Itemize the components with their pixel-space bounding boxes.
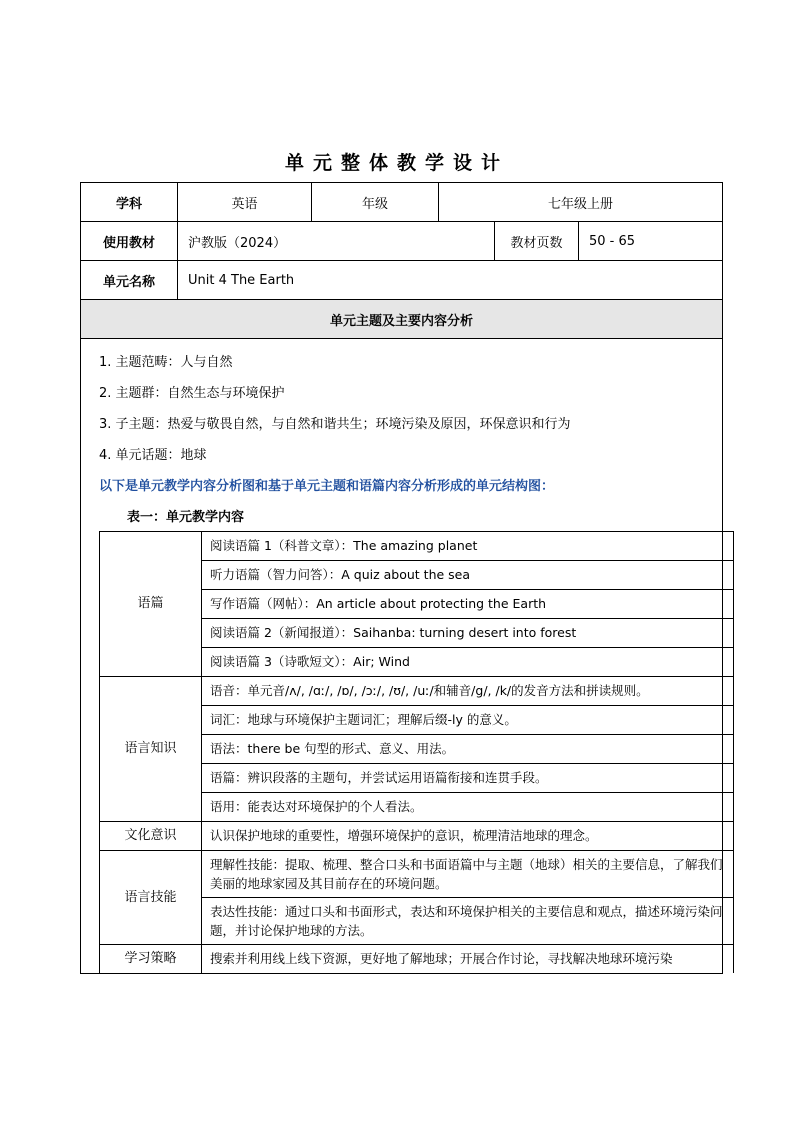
point-3: 3. 子主题：热爱与敬畏自然，与自然和谐共生；环境污染及原因，环保意识和行为 xyxy=(99,417,571,432)
textbook-value: 沪教版（2024） xyxy=(178,222,495,261)
list-item: 阅读语篇 2（新闻报道）：Saihanba: turning desert into forest xyxy=(202,619,734,648)
list-item: 语法：there be 句型的形式、意义、用法。 xyxy=(202,735,734,764)
category-language-knowledge: 语言知识 xyxy=(100,677,202,822)
category-texts: 语篇 xyxy=(100,532,202,677)
intro-line: 以下是单元教学内容分析图和基于单元主题和语篇内容分析形成的单元结构图： xyxy=(99,479,555,494)
point-2: 2. 主题群：自然生态与环境保护 xyxy=(99,386,285,401)
subject-value: 英语 xyxy=(178,183,312,222)
list-item: 语音：单元音/ʌ/, /ɑː/, /ɒ/, /ɔː/, /ʊ/, /uː/和辅音/g/, /k/的发音方法和拼读规则。 xyxy=(202,677,734,706)
unit-value: Unit 4 The Earth xyxy=(178,261,723,300)
list-item: 语用：能表达对环境保护的个人看法。 xyxy=(202,793,734,822)
list-item: 听力语篇（智力问答）：A quiz about the sea xyxy=(202,561,734,590)
category-language-skills: 语言技能 xyxy=(100,851,202,945)
category-learning-strategies: 学习策略 xyxy=(100,945,202,974)
table-caption: 表一：单元教学内容 xyxy=(127,510,245,525)
textbook-label: 使用教材 xyxy=(81,222,178,261)
grade-value: 七年级上册 xyxy=(439,183,723,222)
content-table xyxy=(99,531,734,973)
list-item: 认识保护地球的重要性，增强环境保护的意识，梳理清洁地球的理念。 xyxy=(202,822,734,851)
list-item: 理解性技能：提取、梳理、整合口头和书面语篇中与主题（地球）相关的主要信息，了解我们美丽的地球家园及其目前存在的环境问题。 xyxy=(202,851,734,898)
list-item: 阅读语篇 3（诗歌短文）：Air; Wind xyxy=(202,648,734,677)
list-item: 搜索并利用线上线下资源，更好地了解地球；开展合作讨论，寻找解决地球环境污染 xyxy=(202,945,734,974)
list-item: 写作语篇（网帖）：An article about protecting the Earth xyxy=(202,590,734,619)
grade-label: 年级 xyxy=(312,183,439,222)
point-4: 4. 单元话题：地球 xyxy=(99,448,207,463)
list-item: 语篇：辨识段落的主题句，并尝试运用语篇衔接和连贯手段。 xyxy=(202,764,734,793)
section-heading: 单元主题及主要内容分析 xyxy=(81,300,723,339)
pages-value: 50 - 65 xyxy=(579,222,723,261)
pages-label: 教材页数 xyxy=(495,222,579,261)
unit-design-table xyxy=(80,182,723,974)
category-cultural-awareness: 文化意识 xyxy=(100,822,202,851)
list-item: 阅读语篇 1（科普文章）：The amazing planet xyxy=(202,532,734,561)
subject-label: 学科 xyxy=(81,183,178,222)
section-body xyxy=(81,339,723,974)
list-item: 表达性技能：通过口头和书面形式，表达和环境保护相关的主要信息和观点，描述环境污染问题，并讨论保护地球的方法。 xyxy=(202,898,734,945)
page-title: 单元整体教学设计 xyxy=(284,152,509,174)
unit-label: 单元名称 xyxy=(81,261,178,300)
list-item: 词汇：地球与环境保护主题词汇；理解后缀-ly 的意义。 xyxy=(202,706,734,735)
point-1: 1. 主题范畴：人与自然 xyxy=(99,355,233,370)
